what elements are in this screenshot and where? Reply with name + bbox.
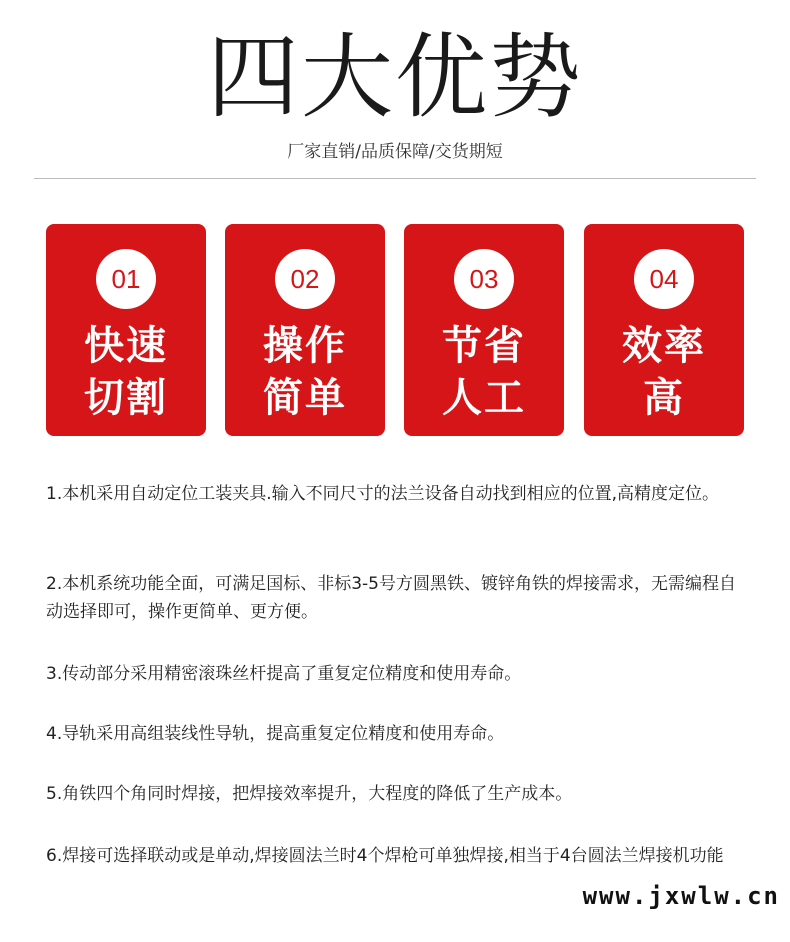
card-number-badge: 02	[275, 249, 335, 309]
card-label-line: 快速	[84, 323, 168, 369]
card-label	[46, 320, 206, 424]
feature-item: 3.传动部分采用精密滚珠丝杆提高了重复定位精度和使用寿命。	[46, 664, 522, 684]
card-label	[404, 320, 564, 424]
card-number-badge: 03	[454, 249, 514, 309]
site-watermark: www.jxwlw.cn	[582, 882, 780, 910]
advantage-card-3	[404, 224, 564, 436]
page-subtitle: 厂家直销/品质保障/交货期短	[287, 142, 503, 162]
feature-item: 1.本机采用自动定位工装夹具.输入不同尺寸的法兰设备自动找到相应的位置,高精度定位。	[46, 484, 720, 504]
card-label	[584, 320, 744, 424]
card-number-badge: 01	[96, 249, 156, 309]
card-label-line: 切割	[84, 375, 168, 421]
card-label-line: 简单	[263, 375, 347, 421]
card-number-badge: 04	[634, 249, 694, 309]
advantage-card-2	[225, 224, 385, 436]
card-label-line: 节省	[442, 323, 526, 369]
advantage-card-1	[46, 224, 206, 436]
card-label-line: 高	[643, 375, 685, 421]
feature-item: 2.本机系统功能全面，可满足国标、非标3-5号方圆黑铁、镀锌角铁的焊接需求，无需编程自动选择即可，操作更简单、更方便。	[46, 574, 736, 622]
feature-item: 6.焊接可选择联动或是单动,焊接圆法兰时4个焊枪可单独焊接,相当于4台圆法兰焊接机功能	[46, 846, 724, 866]
advantage-card-4	[584, 224, 744, 436]
header-divider	[34, 178, 756, 179]
card-label-line: 操作	[263, 323, 347, 369]
feature-item: 4.导轨采用高组装线性导轨，提高重复定位精度和使用寿命。	[46, 724, 505, 744]
feature-item: 5.角铁四个角同时焊接，把焊接效率提升，大程度的降低了生产成本。	[46, 784, 573, 804]
card-label	[225, 320, 385, 424]
advantage-cards	[46, 224, 744, 436]
card-label-line: 效率	[622, 323, 706, 369]
card-label-line: 人工	[442, 375, 526, 421]
page-title: 四大优势	[206, 24, 583, 131]
